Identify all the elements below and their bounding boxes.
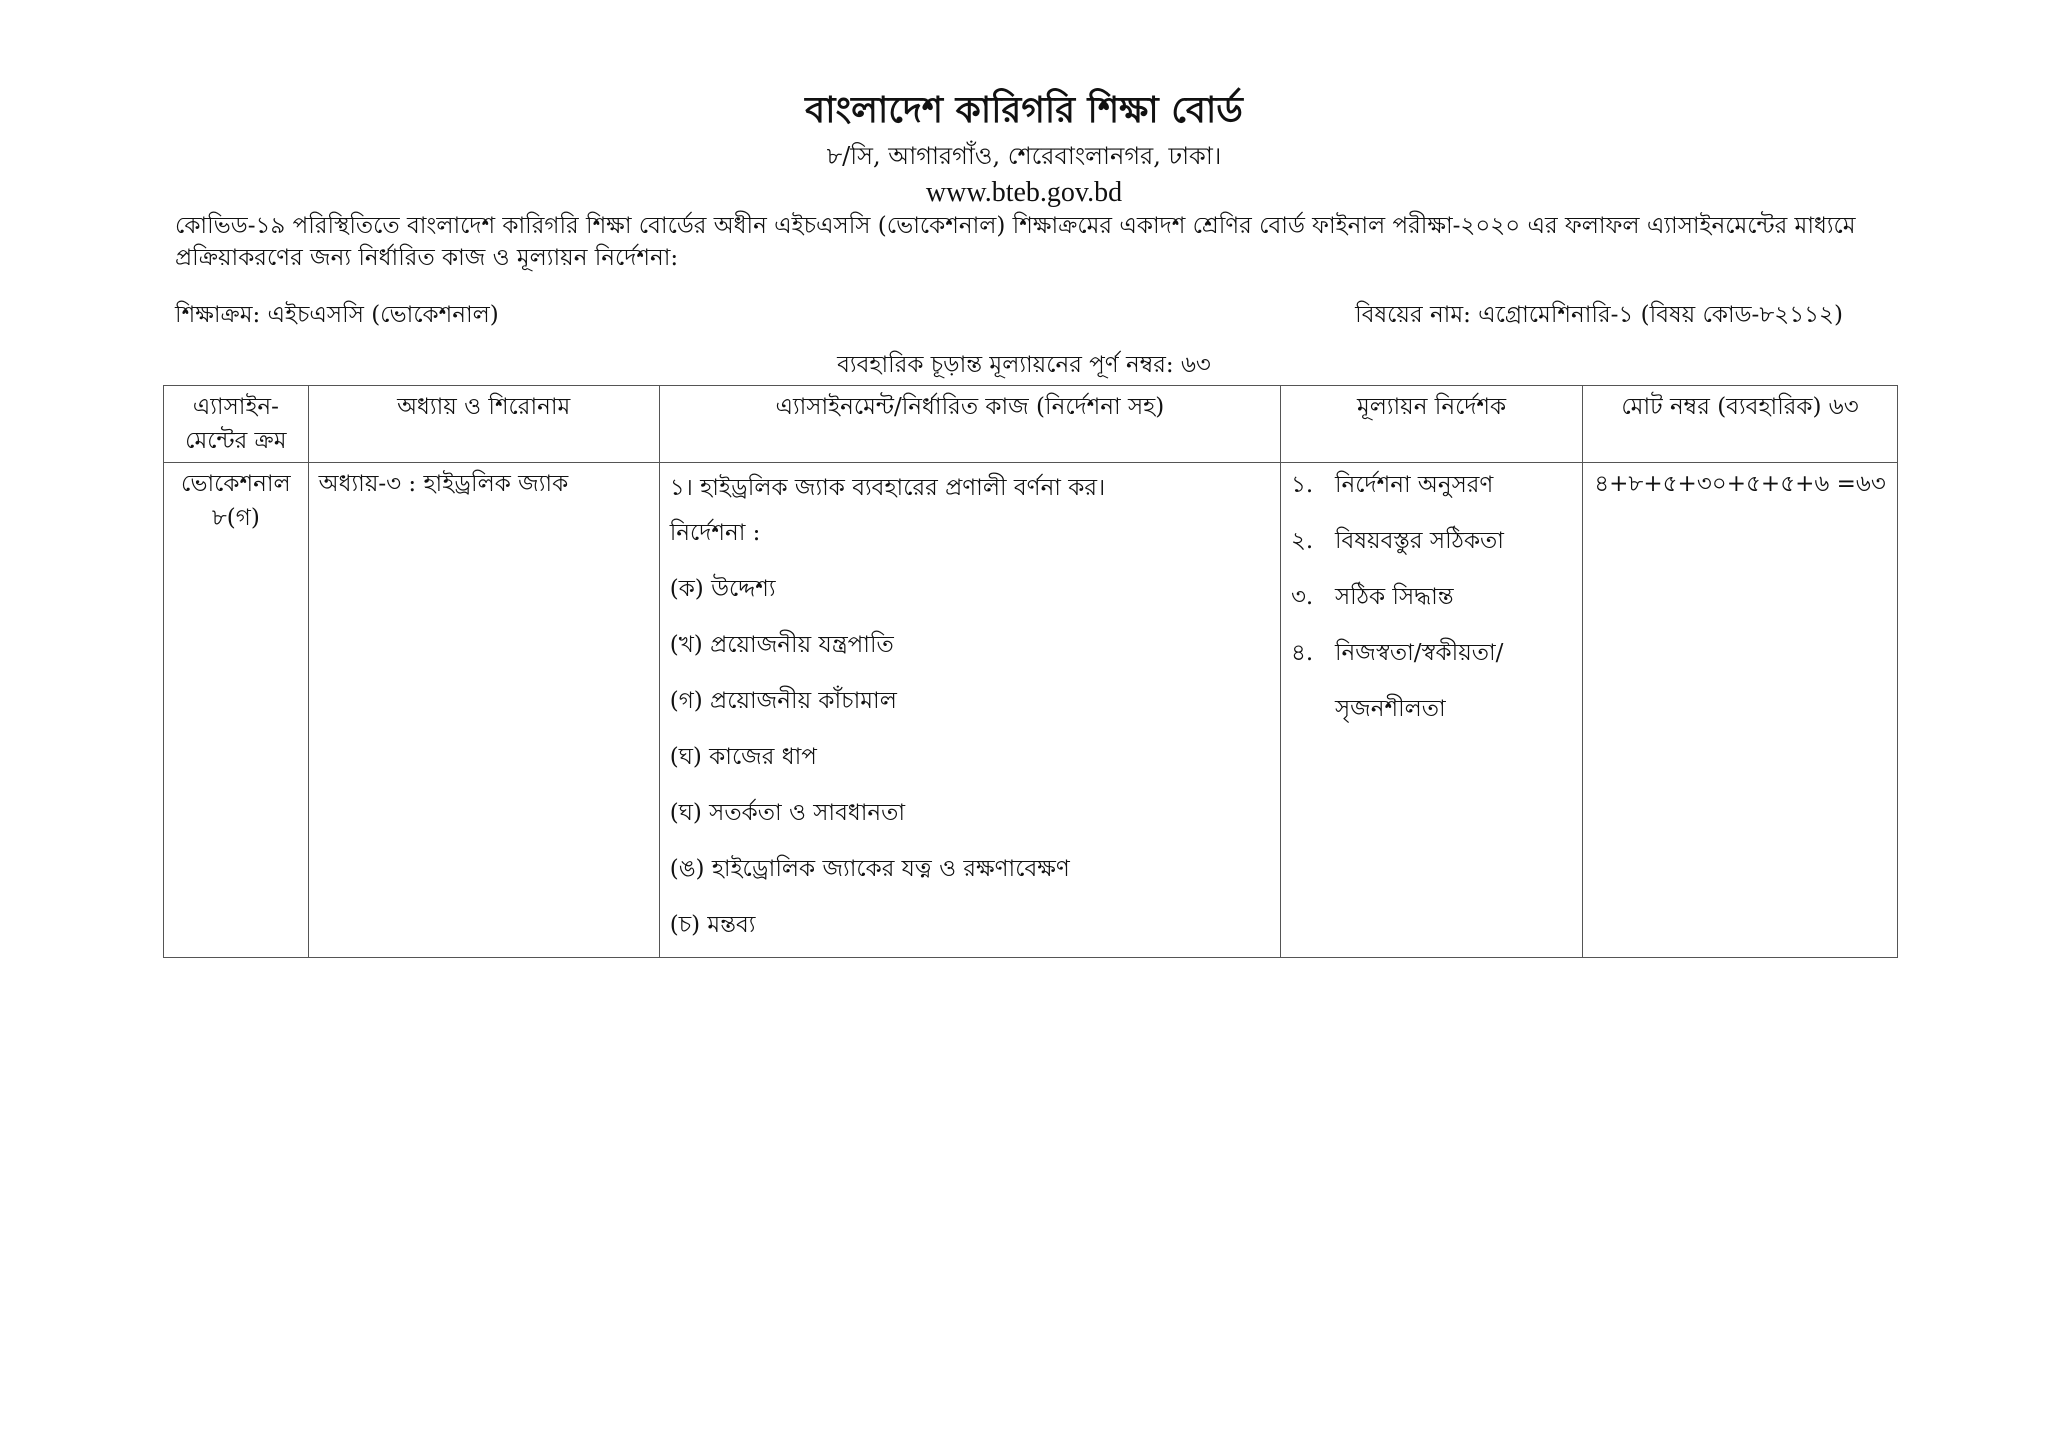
- table-row: [164, 463, 1898, 958]
- criteria-item: [1291, 625, 1572, 681]
- curriculum-label: শিক্ষাক্রম: এইচএসসি (ভোকেশনাল): [175, 302, 499, 328]
- subject-label: বিষয়ের নাম: এগ্রোমেশিনারি-১ (বিষয় কোড-৮২১১২): [1355, 302, 1843, 328]
- header-task: এ্যাসাইনমেন্ট/নির্ধারিত কাজ (নির্দেশনা সহ): [659, 386, 1280, 463]
- criteria-text: বিষয়বস্তুর সঠিকতা: [1334, 528, 1504, 554]
- criteria-item: [1291, 569, 1572, 625]
- task-item: (খ) প্রয়োজনীয় যন্ত্রপাতি: [669, 632, 894, 658]
- task-item: (ঘ) সতর্কতা ও সাবধানতা: [669, 800, 906, 826]
- criteria-item: [1291, 457, 1572, 513]
- header-marks: মোট নম্বর (ব্যবহারিক) ৬৩: [1583, 386, 1898, 463]
- header-chapter: অধ্যায় ও শিরোনাম: [308, 386, 659, 463]
- criteria-text: নিজস্বতা/স্বকীয়তা/: [1334, 640, 1504, 666]
- criteria-number: ১.: [1290, 472, 1314, 498]
- task-item: (ক) উদ্দেশ্য: [669, 576, 776, 602]
- criteria-number: ৪.: [1290, 640, 1314, 666]
- task-item: (চ) মন্তব্য: [669, 912, 756, 938]
- criteria-text: সঠিক সিদ্ধান্ত: [1334, 584, 1454, 610]
- criteria-text: নির্দেশনা অনুসরণ: [1334, 472, 1494, 498]
- task-item: (ঙ) হাইড্রোলিক জ্যাকের যত্ন ও রক্ষণাবেক্ষণ: [669, 856, 1070, 882]
- criteria-item: [1291, 513, 1572, 569]
- full-marks-heading: ব্যবহারিক চূড়ান্ত মূল্যায়নের পূর্ণ নম্বর: ৬৩: [837, 352, 1211, 378]
- meta-row: [175, 298, 1895, 332]
- cell-criteria: [1280, 463, 1582, 958]
- header-serial: এ্যাসাইন- মেন্টের ক্রম: [164, 386, 309, 463]
- task-title: ১। হাইড্রলিক জ্যাক ব্যবহারের প্রণালী বর্ণনা কর।: [669, 475, 1106, 501]
- task-item: (ঘ) কাজের ধাপ: [669, 744, 817, 770]
- org-website: www.bteb.gov.bd: [925, 177, 1123, 208]
- task-item: (গ) প্রয়োজনীয় কাঁচামাল: [669, 688, 897, 714]
- cell-marks: ৪+৮+৫+৩০+৫+৫+৬ =৬৩: [1583, 463, 1898, 958]
- cell-task: [659, 463, 1280, 958]
- assignment-table: [163, 385, 1898, 958]
- criteria-continuation: সৃজনশীলতা: [1334, 696, 1446, 722]
- table-header-row: [164, 386, 1898, 463]
- cell-serial: ভোকেশনাল ৮(গ): [164, 463, 309, 958]
- cell-chapter: অধ্যায়-৩ : হাইড্রলিক জ্যাক: [308, 463, 659, 958]
- task-item: নির্দেশনা :: [669, 520, 761, 546]
- criteria-number: ৩.: [1290, 584, 1314, 610]
- org-address: ৮/সি, আগারগাঁও, শেরেবাংলানগর, ঢাকা।: [826, 142, 1222, 170]
- intro-paragraph: কোভিড-১৯ পরিস্থিতিতে বাংলাদেশ কারিগরি শিক্ষা বোর্ডের অধীন এইচএসসি (ভোকেশনাল) শিক্ষাক্রমের একাদশ শ্রেণির বোর্ড ফাইনাল পরীক্ষা-২০২০ এর ফলাফল এ্যাসাইনমেন্টের মাধ্যমে প্রক্রিয়াকরণের জন্য নির্ধারিত কাজ ও মূল্যায়ন নির্দেশনা:: [175, 213, 1856, 271]
- criteria-number: ২.: [1290, 528, 1314, 554]
- header-criteria: মূল্যায়ন নির্দেশক: [1280, 386, 1582, 463]
- org-title: বাংলাদেশ কারিগরি শিক্ষা বোর্ড: [805, 89, 1243, 131]
